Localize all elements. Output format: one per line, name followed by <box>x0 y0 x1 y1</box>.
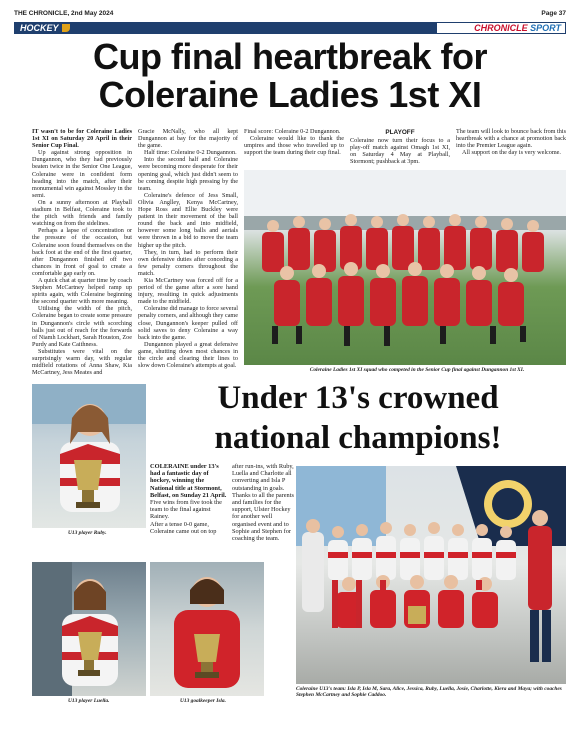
story1-paragraph: Gracie McNally, who all kept Dungannon at bay for the majority of the game. <box>138 128 238 150</box>
story1-column-2 <box>138 128 238 369</box>
brand-logo <box>436 22 566 34</box>
hockey-stick-icon <box>62 24 70 32</box>
section-tag-label: HOCKEY <box>20 23 59 33</box>
story1-paragraph: They, in turn, had to perform their own defensive duties after conceding a few penalty corners throughout the match. <box>138 248 238 277</box>
story1-column-3 <box>244 128 344 156</box>
story2-headline-line2: national champions! <box>214 420 502 456</box>
brand-chronicle: CHRONICLE <box>474 23 528 33</box>
story1-paragraph: The team will look to bounce back from this heartbreak with a chance at promotion back into the Premier League again. <box>456 128 566 150</box>
ruby-photo-caption: U13 player Ruby. <box>68 530 107 536</box>
page-number: Page 37 <box>541 10 566 17</box>
story2-column-2 <box>232 463 294 542</box>
story2-paragraph: Five wins from five took the team to the final against Rainey. <box>150 499 222 521</box>
story1-paragraph: A quick chat at quarter time by coach Stephen McCartney helped ramp up spirits again, with Coleraine beginning the second quarter with more meaning. <box>32 276 132 306</box>
senior-team-photo <box>244 170 566 365</box>
story2-paragraph: after run-ins, with Ruby, Luella and Charlotte all converting and Isla P outstanding in goals. <box>232 463 294 492</box>
u13-team-photo <box>296 466 566 684</box>
story1-paragraph: On a sunny afternoon at Playball stadium in Belfast, Coleraine took to the pitch with friends and family watching on from the sidelines. <box>32 198 132 228</box>
story1-paragraph: Coleraine now turn their focus to a play-off match against Omagh 1st XI, on Saturday 4 May at Playball, Stormont; pushback at 3pm. <box>350 137 450 166</box>
story1-paragraph: Coleraine would like to thank the umpires and those who travelled up to support the team during their cup final. <box>244 135 344 157</box>
isla-photo-caption: U13 goalkeeper Isla. <box>180 698 226 704</box>
luella-photo-caption: U13 player Luella. <box>68 698 110 704</box>
story1-paragraph: Substitutes were vital on the surprisingly warm day, with regular midfield rotations of Anna Shaw, Kia McCartney, Jess Meates and <box>32 347 132 377</box>
playoff-subhead: PLAYOFF <box>385 129 415 136</box>
story1-column-1 <box>32 128 132 376</box>
story1-column-4 <box>350 128 450 165</box>
luella-photo <box>32 562 146 696</box>
story2-paragraph: After a tense 0-0 game, Coleraine came out on top <box>150 520 217 535</box>
section-bar <box>14 22 566 34</box>
story2-column-1 <box>150 463 228 535</box>
story2-headline-line1: Under 13's crowned <box>217 380 499 416</box>
story1-column-5 <box>456 128 566 156</box>
story1-lead-paragraph: IT wasn't to be for Coleraine Ladies 1st XI on Saturday 20 April in their Senior Cup Final. <box>32 128 132 150</box>
brand-sport: SPORT <box>530 23 561 33</box>
story1-paragraph: Utilising the width of the pitch, Coleraine began to create some pressure in Dungannon's circle with scorching balls just out of reach for the forwards of Niamh Lockhart, Sarah Houston, Zoe Purdy and Kate Caithness. <box>32 305 132 348</box>
story1-headline <box>14 38 566 114</box>
u13-team-photo-caption: Coleraine U13's team: Isla P, Isla M, Sara, Alice, Jessica, Ruby, Luella, Josie, Charlotte, Kiera and Maya; with coaches Stephen McCartney and Sophie Caddoo. <box>296 686 562 699</box>
story1-headline-line2: Coleraine Ladies 1st XI <box>98 74 482 115</box>
story2-paragraph: Thanks to all the parents and families for the support, Ulster Hockey for another well organised event and to Sophie and Stephen for coaching the team. <box>232 491 294 543</box>
story1-paragraph: Perhaps a lapse of concentration or the pressure of the occasion, but Coleraine soon found themselves on the back foot at the end of the first quarter, after Dungannon finished off two chances in front of goal to create a comfortable gap early on. <box>32 227 132 277</box>
isla-photo <box>150 562 264 696</box>
paper-date: THE CHRONICLE, 2nd May 2024 <box>14 10 114 17</box>
story2-headline <box>150 378 566 458</box>
luella-photo-image <box>32 562 146 696</box>
story1-paragraph: Coleraine did manage to force several penalty corners, and although they came close, Dungannon's keeper pulled off solid saves to deny Coleraine a way back into the game. <box>138 305 238 341</box>
story1-paragraph: Kia McCartney was forced off for a period of the game after a sore hand injury, resulting in quick adjustments made to the midfield. <box>138 276 238 306</box>
story1-paragraph: Into the second half and Coleraine were becoming more desperate for their opening goal, which just didn't seem to be coming despite high pressing by the team. <box>138 156 238 192</box>
ruby-photo-image <box>32 384 146 528</box>
story1-paragraph: Coleraine's defence of Jess Small, Olivia Anglley, Kenya McCartney, Hope Ross and Ellie Buckley were patient in their movement of the ball round the back and into midfield, however some long balls and aerials were thrown in a bid to move the team higher up the pitch. <box>138 191 238 249</box>
story1-headline-line1: Cup final heartbreak for <box>92 36 488 77</box>
story1-paragraph: Dungannon played a great defensive game, shutting down most chances in the circle and clearing their lines to slow down Coleraine's attempts at goal. <box>138 340 238 370</box>
isla-photo-image <box>150 562 264 696</box>
story1-paragraph: Half time: Coleraine 0-2 Dungannon. <box>144 149 237 157</box>
senior-team-photo-image <box>244 170 566 365</box>
ruby-photo <box>32 384 146 528</box>
story1-paragraph: All support on the day is very welcome. <box>462 149 561 157</box>
senior-team-photo-caption: Coleraine Ladies 1st XI squad who competed in the Senior Cup final against Dungannon 1st XI. <box>309 367 525 373</box>
story1-paragraph: Up against strong opposition in Dungannon, who they had previously beaten twice in the Senior One League, Coleraine were in confident form heading into the match, after their monumental win against Mossley in the semi. <box>32 149 132 199</box>
story1-paragraph: Final score: Coleraine 0-2 Dungannon. <box>244 128 341 135</box>
section-tag <box>14 22 104 34</box>
story2-lead-paragraph: COLERAINE under 13's had a fantastic day of hockey, winning the National title at Stormont, Belfast, on Sunday 21 April. <box>150 463 227 499</box>
u13-team-photo-image <box>296 466 566 684</box>
page-masthead <box>14 8 566 20</box>
